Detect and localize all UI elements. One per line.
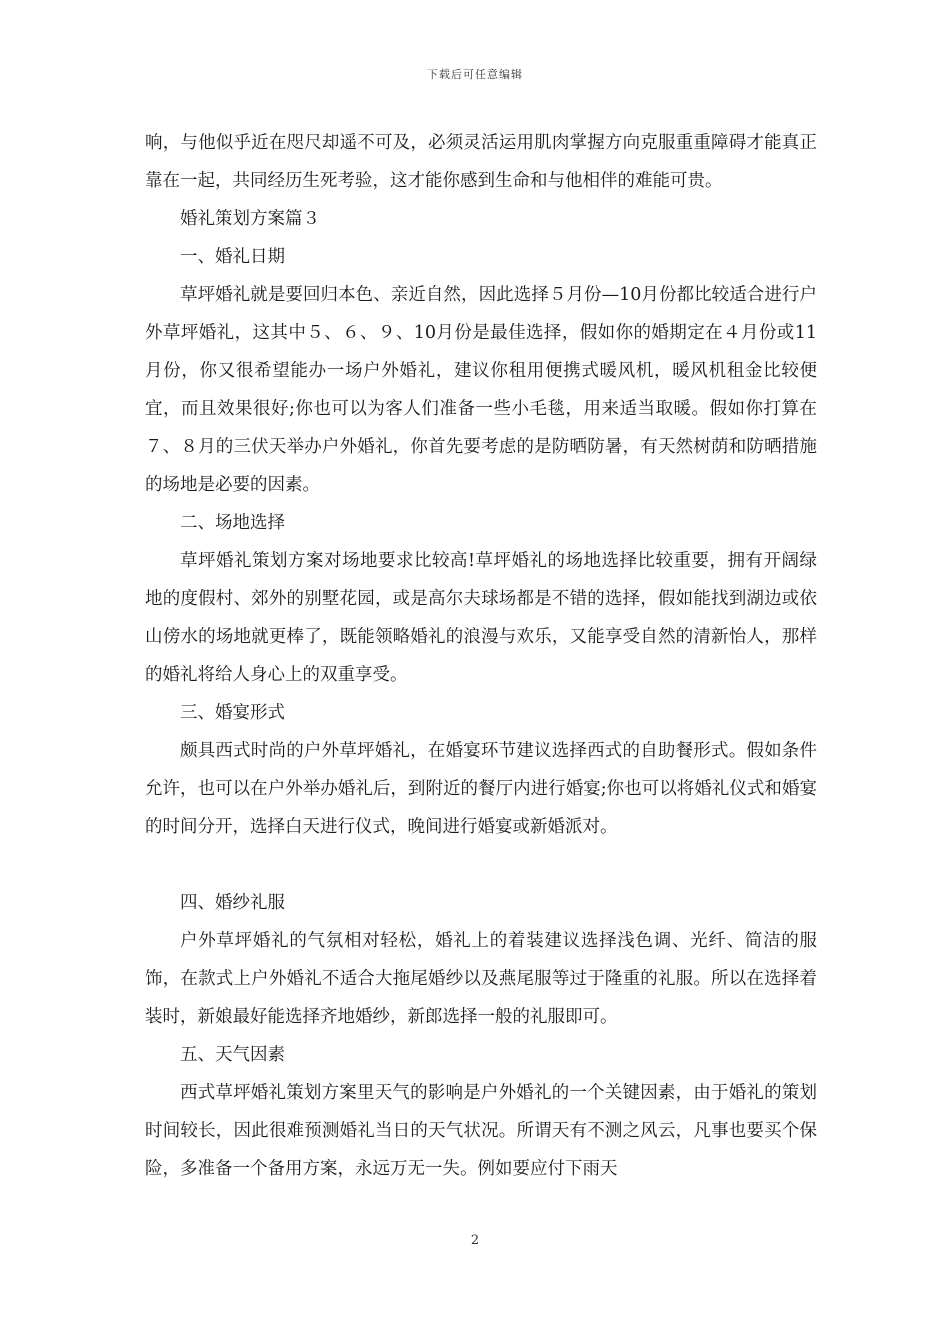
section-title: 婚礼策划方案篇３ bbox=[180, 209, 320, 229]
paragraph-wedding-attire: 户外草坪婚礼的气氛相对轻松，婚礼上的着装建议选择浅色调、光纤、简洁的服饰，在款式上户外婚礼不适合大拖尾婚纱以及燕尾服等过于隆重的礼服。所以在选择着装时，新娘最好能选择齐地婚纱，新郎选择一般的礼服即可。 bbox=[145, 931, 817, 1027]
document-body bbox=[145, 124, 817, 1188]
paragraph-banquet-format: 颇具西式时尚的户外草坪婚礼，在婚宴环节建议选择西式的自助餐形式。假如条件允许，也可以在户外举办婚礼后，到附近的餐厅内进行婚宴;你也可以将婚礼仪式和婚宴的时间分开，选择白天进行仪式，晚间进行婚宴或新婚派对。 bbox=[145, 741, 817, 837]
heading-banquet-format: 三、婚宴形式 bbox=[180, 703, 285, 723]
paragraph-venue-selection: 草坪婚礼策划方案对场地要求比较高!草坪婚礼的场地选择比较重要，拥有开阔绿地的度假村、郊外的别墅花园，或是高尔夫球场都是不错的选择，假如能找到湖边或依山傍水的场地就更棒了，既能领略婚礼的浪漫与欢乐，又能享受自然的清新怡人，那样的婚礼将给人身心上的双重享受。 bbox=[145, 551, 817, 685]
heading-wedding-date: 一、婚礼日期 bbox=[180, 247, 285, 267]
paragraph-weather-factor: 西式草坪婚礼策划方案里天气的影响是户外婚礼的一个关键因素，由于婚礼的策划时间较长，因此很难预测婚礼当日的天气状况。所谓天有不测之风云，凡事也要买个保险，多准备一个备用方案，永远万无一失。例如要应付下雨天 bbox=[145, 1083, 817, 1179]
paragraph-wedding-date: 草坪婚礼就是要回归本色、亲近自然，因此选择５月份—10月份都比较适合进行户外草坪婚礼，这其中５、６、９、10月份是最佳选择，假如你的婚期定在４月份或11月份，你又很希望能办一场户外婚礼，建议你租用便携式暖风机，暖风机租金比较便宜，而且效果很好;你也可以为客人们准备一些小毛毯，用来适当取暖。假如你打算在７、８月的三伏天举办户外婚礼，你首先要考虑的是防晒防暑，有天然树荫和防晒措施的场地是必要的因素。 bbox=[145, 285, 817, 495]
continuation-paragraph: 响，与他似乎近在咫尺却遥不可及，必须灵活运用肌肉掌握方向克服重重障碍才能真正靠在一起，共同经历生死考验，这才能你感到生命和与他相伴的难能可贵。 bbox=[145, 133, 817, 191]
page-number: 2 bbox=[470, 1233, 480, 1248]
page-header-note: 下载后可任意编辑 bbox=[427, 68, 523, 81]
heading-venue-selection: 二、场地选择 bbox=[180, 513, 285, 533]
heading-weather-factor: 五、天气因素 bbox=[180, 1045, 285, 1065]
blank-line bbox=[145, 846, 817, 884]
heading-wedding-attire: 四、婚纱礼服 bbox=[180, 893, 285, 913]
